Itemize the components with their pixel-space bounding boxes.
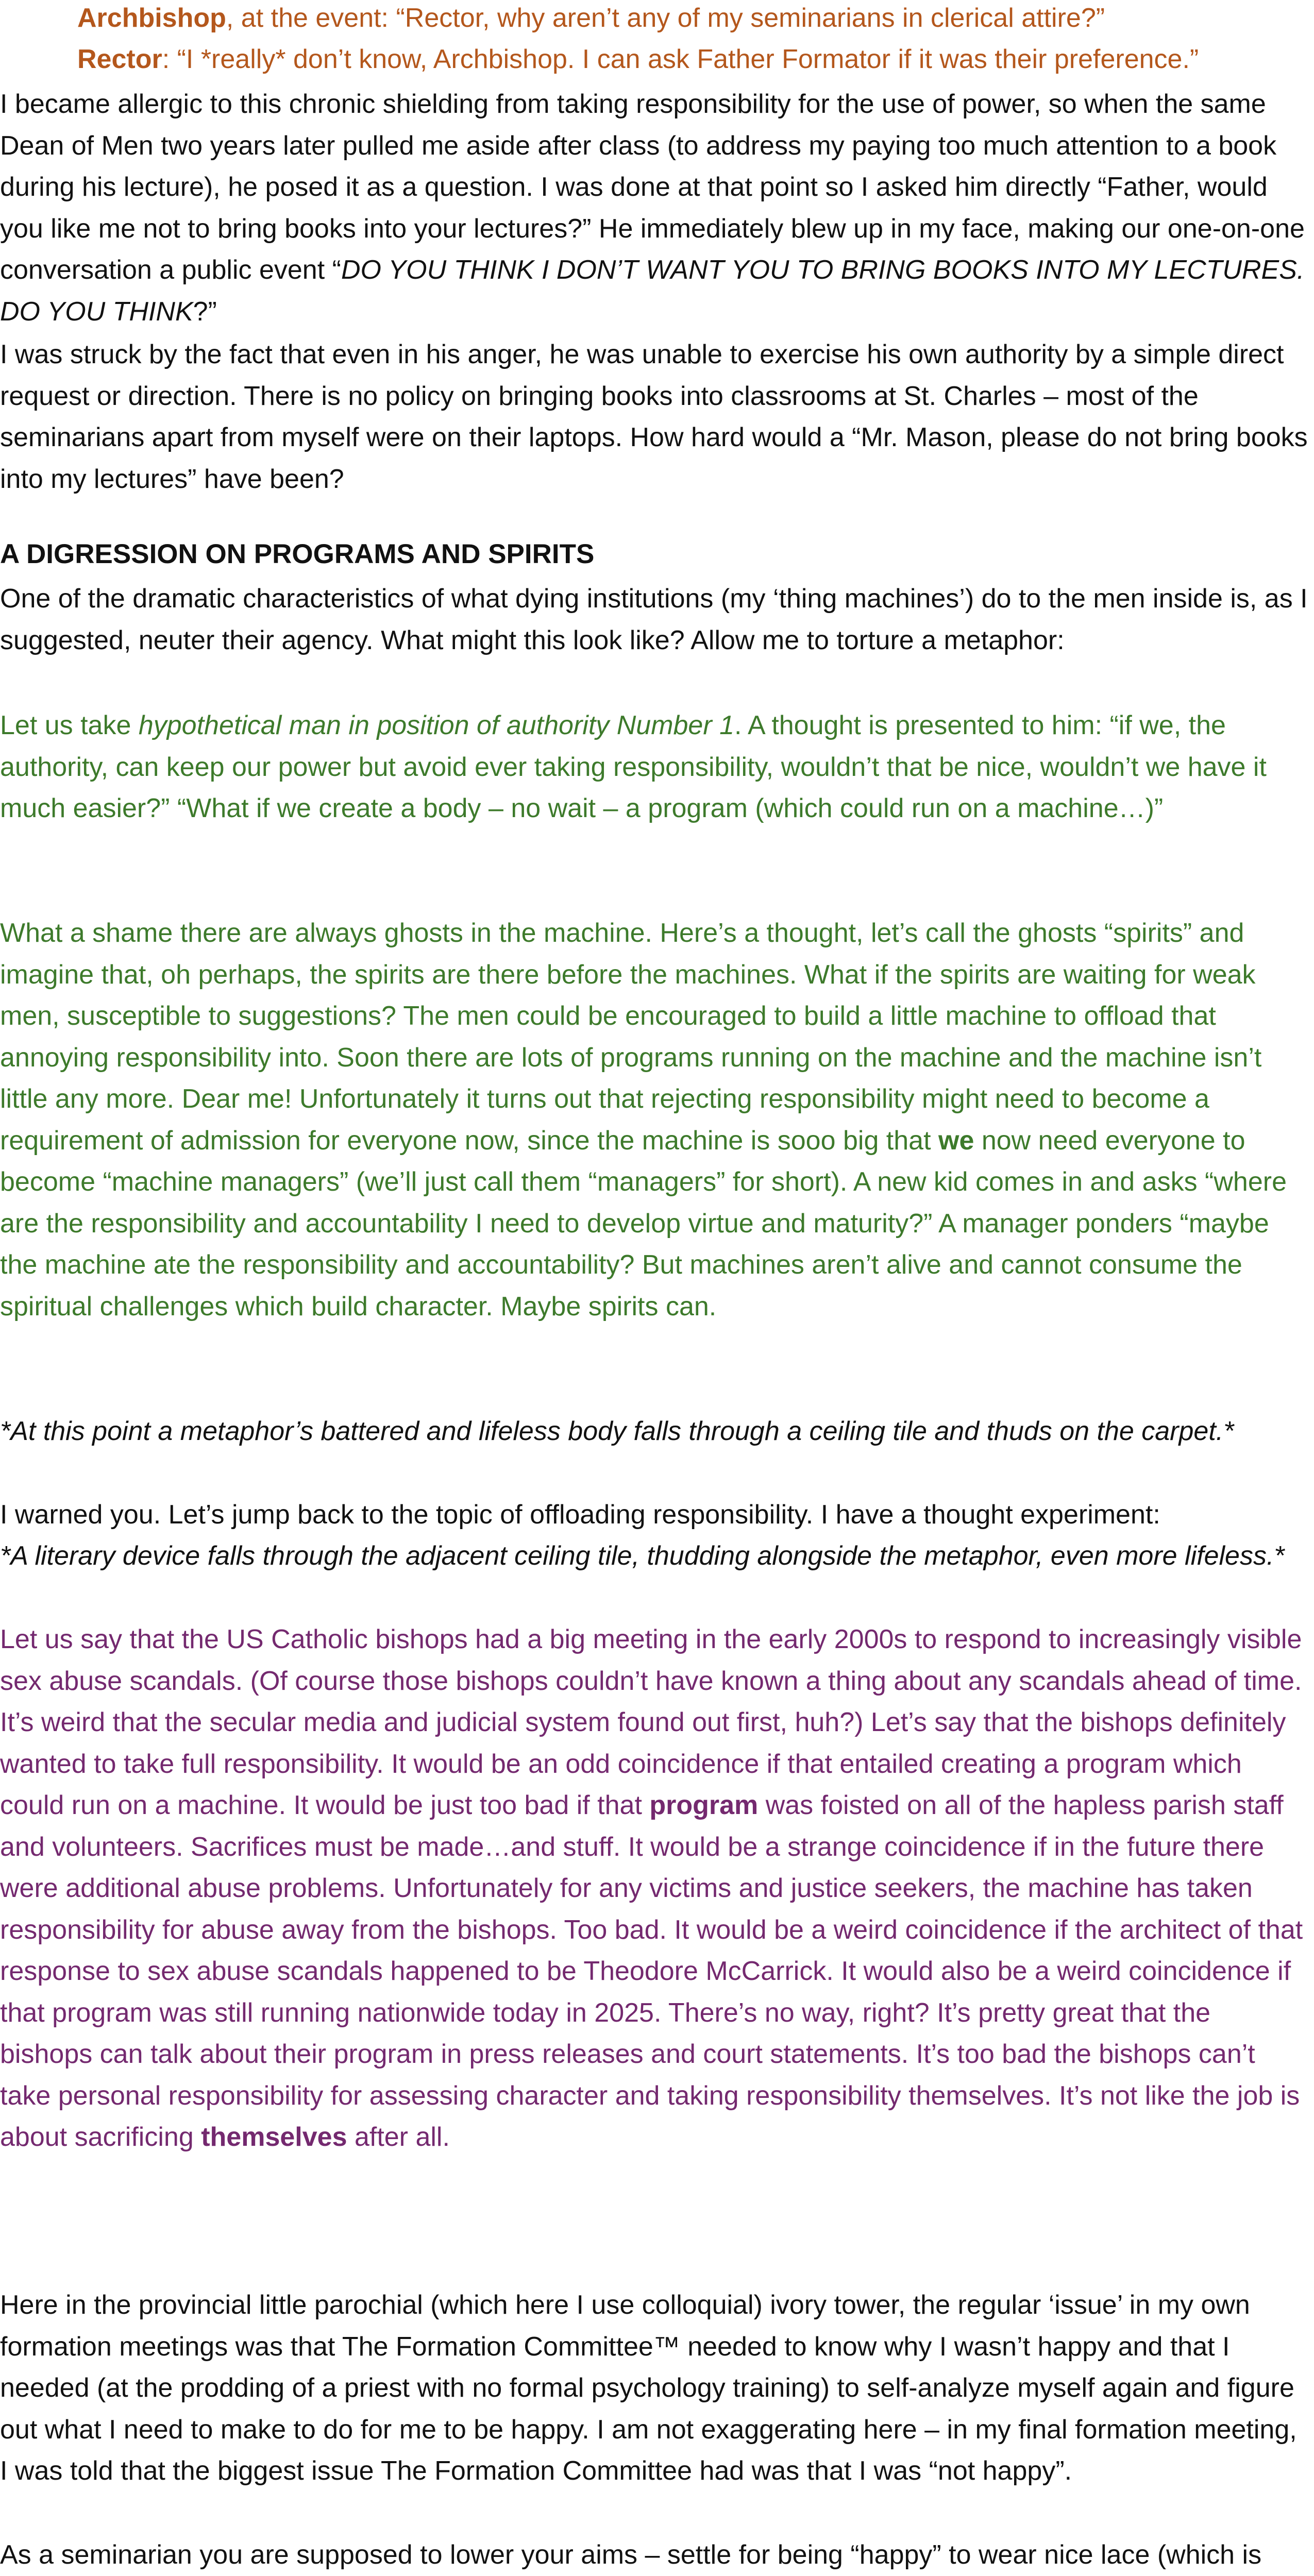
shouted-quote: DO YOU THINK I DON’T WANT YOU TO BRING BOOKS INTO MY LECTURES. DO YOU THINK	[0, 255, 1305, 327]
section-heading: A DIGRESSION ON PROGRAMS AND SPIRITS	[0, 539, 595, 569]
quote-rector: Rector: “I *really* don’t know, Archbishop. I can ask Father Formator if it was their preference.”	[77, 44, 1199, 74]
paragraph-dramatic: One of the dramatic characteristics of what dying institutions (my ‘thing machines’) do to the men inside is, as I suggested, neuter their agency. What might this look like? Allow me to torture a metaphor:	[0, 584, 1308, 655]
paragraph-allergic: I became allergic to this chronic shielding from taking responsibility for the use of power, so when the same Dean of Men two years later pulled me aside after class (to address my paying too much attention to a book during his lecture), he posed it as a question. I was done at that point so I asked him directly “Father, would you like me not to bring books into your lectures?” He immediately blew up in my face, making our one-on-one conversation a public event “DO YOU THINK I DON’T WANT YOU TO BRING BOOKS INTO MY LECTURES. DO YOU THINK?”	[0, 89, 1305, 327]
aside-literary-device: *A literary device falls through the adjacent ceiling tile, thudding alongside the metaphor, even more lifeless.*	[0, 1541, 1285, 1571]
speaker-archbishop: Archbishop	[77, 3, 226, 33]
paragraph-metaphor-1: Let us take hypothetical man in position of authority Number 1. A thought is presented to him: “if we, the authority, can keep our power but avoid ever taking responsibility, wouldn’t that be nice, wouldn’t we have it much easier?” “What if we create a body – no wait – a program (which could run on a machine…)”	[0, 710, 1267, 823]
paragraph-metaphor-2: What a shame there are always ghosts in the machine. Here’s a thought, let’s call the ghosts “spirits” and imagine that, oh perhaps, the spirits are there before the machines. What if the spirits are waiting for weak men, susceptible to suggestions? The men could be encouraged to build a little machine to offload that annoying responsibility into. Soon there are lots of programs running on the machine and the machine isn’t little any more. Dear me! Unfortunately it turns out that rejecting responsibility might need to become a requirement of admission for everyone now, since the machine is sooo big that we now need everyone to become “machine managers” (we’ll just call them “managers” for short). A new kid comes in and asks “where are the responsibility and accountability I need to develop virtue and maturity?” A manager ponders “maybe the machine ate the responsibility and accountability? But machines aren’t alive and cannot consume the spiritual challenges which build character. Maybe spirits can.	[0, 918, 1287, 1321]
paragraph-ivory-tower: Here in the provincial little parochial (which here I use colloquial) ivory tower, the regular ‘issue’ in my own formation meetings was that The Formation Committee™ needed to know why I wasn’t happy and that I needed (at the prodding of a priest with no formal psychology training) to self-analyze myself again and figure out what I need to make to do for me to be happy. I am not exaggerating here – in my final formation meeting, I was told that the biggest issue The Formation Committee had was that I was “not happy”.	[0, 2290, 1297, 2486]
speaker-rector: Rector	[77, 44, 162, 74]
paragraph-bishops: Let us say that the US Catholic bishops had a big meeting in the early 2000s to respond to increasingly visible sex abuse scandals. (Of course those bishops couldn’t have known a thing about any scandals ahead of time. It’s weird that the secular media and judicial system found out first, huh?) Let’s say that the bishops definitely wanted to take full responsibility. It would be an odd coincidence if that entailed creating a program which could run on a machine. It would be just too bad if that program was foisted on all of the hapless parish staff and volunteers. Sacrifices must be made…and stuff. It would be a strange coincidence if in the future there were additional abuse problems. Unfortunately for any victims and justice seekers, the machine has taken responsibility for abuse away from the bishops. Too bad. It would be a weird coincidence if the architect of that response to sex abuse scandals happened to be Theodore McCarrick. It would also be a weird coincidence if that program was still running nationwide today in 2025. There’s no way, right? It’s pretty great that the bishops can talk about their program in press releases and court statements. It’s too bad the bishops can’t take personal responsibility for assessing character and taking responsibility themselves. It’s not like the job is about sacrificing themselves after all.	[0, 1624, 1303, 2152]
paragraph-warned: I warned you. Let’s jump back to the topic of offloading responsibility. I have a thought experiment:	[0, 1500, 1160, 1530]
paragraph-seminarian: As a seminarian you are supposed to lower your aims – settle for being “happy” to wear nice lace (which is	[0, 2540, 1262, 2570]
paragraph-struck: I was struck by the fact that even in his anger, he was unable to exercise his own authority by a simple direct request or direction. There is no policy on bringing books into classrooms at St. Charles – most of the seminarians apart from myself were on their laptops. How hard would a “Mr. Mason, please do not bring books into my lectures” have been?	[0, 340, 1308, 494]
aside-metaphor-falls: *At this point a metaphor’s battered and lifeless body falls through a ceiling tile and thuds on the carpet.*	[0, 1416, 1234, 1446]
quote-archbishop: Archbishop, at the event: “Rector, why aren’t any of my seminarians in clerical attire?”	[77, 3, 1105, 33]
